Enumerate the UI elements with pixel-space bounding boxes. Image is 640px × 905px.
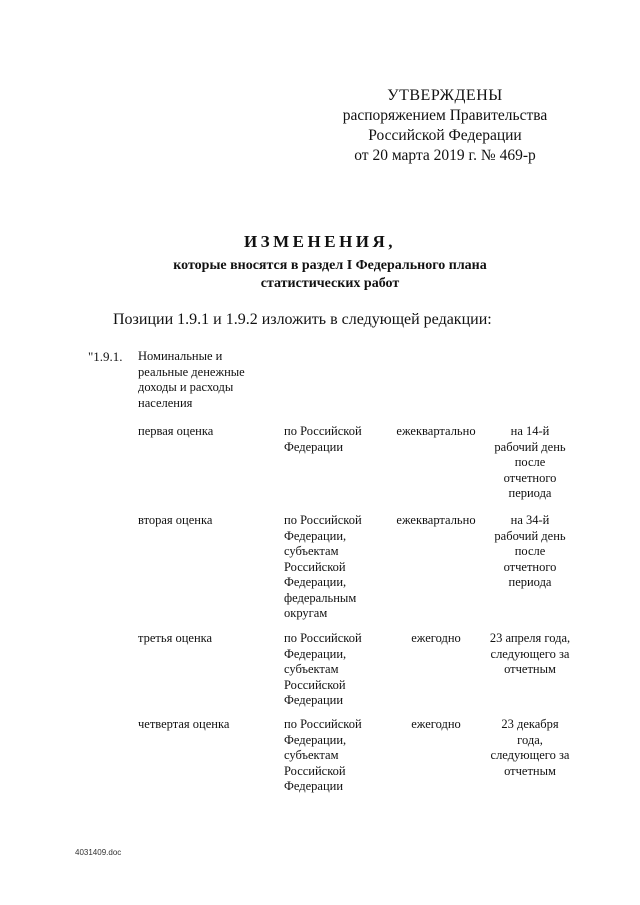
territory-line: Федерации bbox=[284, 779, 344, 793]
deadline-line: следующего за bbox=[490, 646, 570, 661]
approval-authority: распоряжением Правительства bbox=[342, 107, 548, 124]
row-2-territory bbox=[284, 513, 384, 622]
territory-line: по Российской bbox=[284, 631, 362, 645]
row-1-territory bbox=[284, 424, 384, 455]
territory-line: Федерации, bbox=[284, 646, 347, 661]
file-name-footer: 4031409.doc bbox=[75, 848, 122, 857]
deadline-line: отчетным bbox=[504, 763, 556, 778]
row-4-name: четвертая оценка bbox=[138, 717, 230, 731]
territory-line: субъектам bbox=[284, 662, 339, 676]
item-name-line: населения bbox=[138, 395, 193, 410]
row-1-name: первая оценка bbox=[138, 424, 214, 438]
deadline-line: периода bbox=[508, 575, 552, 589]
row-2-deadline bbox=[482, 513, 578, 591]
deadline-line: отчетного bbox=[503, 559, 557, 574]
row-4-territory bbox=[284, 717, 384, 795]
territory-line: Федерации, bbox=[284, 575, 347, 589]
approval-date: от 20 марта 2019 г. № 469-р bbox=[354, 147, 536, 164]
deadline-line: 23 апреля года, bbox=[489, 631, 571, 645]
territory-line: Российской bbox=[284, 763, 346, 778]
territory-line: субъектам bbox=[284, 544, 339, 558]
territory-line: по Российской bbox=[284, 424, 362, 438]
deadline-line: 23 декабря bbox=[501, 717, 559, 731]
territory-line: Федерации, bbox=[284, 732, 347, 747]
deadline-line: после bbox=[514, 544, 546, 558]
deadline-line: отчетным bbox=[504, 662, 556, 676]
item-name-line: Номинальные и bbox=[138, 349, 223, 363]
deadline-line: отчетного bbox=[503, 470, 557, 485]
deadline-line: на 14-й bbox=[510, 424, 550, 438]
row-4-periodicity: ежегодно bbox=[411, 717, 461, 731]
item-name bbox=[138, 349, 258, 411]
deadline-line: года, bbox=[517, 732, 543, 747]
row-2-name: вторая оценка bbox=[138, 513, 213, 527]
territory-line: Федерации bbox=[284, 439, 344, 454]
approval-country: Российской Федерации bbox=[368, 127, 522, 144]
subtitle-line-1: которые вносятся в раздел I Федерального плана bbox=[173, 258, 487, 273]
deadline-line: рабочий день bbox=[494, 528, 566, 543]
row-1-periodicity: ежеквартально bbox=[396, 424, 476, 438]
row-2-periodicity: ежеквартально bbox=[396, 513, 476, 527]
territory-line: по Российской bbox=[284, 717, 362, 731]
subtitle-line-2: статистических работ bbox=[260, 276, 400, 291]
deadline-line: следующего за bbox=[490, 748, 570, 762]
approval-block bbox=[330, 86, 560, 166]
deadline-line: рабочий день bbox=[494, 439, 566, 454]
territory-line: Российской bbox=[284, 559, 346, 574]
item-code: "1.9.1. bbox=[88, 349, 123, 364]
territory-line: по Российской bbox=[284, 513, 362, 527]
row-3-territory bbox=[284, 631, 384, 709]
territory-line: субъектам bbox=[284, 748, 339, 762]
row-4-deadline bbox=[482, 717, 578, 779]
document-title: ИЗМЕНЕНИЯ, bbox=[243, 232, 397, 251]
approval-heading: УТВЕРЖДЕНЫ bbox=[387, 87, 503, 104]
item-name-line: доходы и расходы bbox=[138, 380, 234, 394]
row-3-name: третья оценка bbox=[138, 631, 213, 645]
deadline-line: периода bbox=[508, 486, 552, 500]
deadline-line: на 34-й bbox=[510, 513, 550, 527]
item-name-line: реальные денежные bbox=[138, 364, 245, 379]
document-subtitle bbox=[130, 257, 530, 293]
intro-paragraph: Позиции 1.9.1 и 1.9.2 изложить в следующей редакции: bbox=[113, 311, 492, 328]
territory-line: Российской bbox=[284, 677, 346, 692]
territory-line: Федерации bbox=[284, 693, 344, 707]
territory-line: округам bbox=[284, 606, 328, 620]
territory-line: федеральным bbox=[284, 590, 357, 605]
deadline-line: после bbox=[514, 455, 546, 469]
row-3-deadline bbox=[482, 631, 578, 678]
row-1-deadline bbox=[482, 424, 578, 502]
territory-line: Федерации, bbox=[284, 528, 347, 543]
row-3-periodicity: ежегодно bbox=[411, 631, 461, 645]
